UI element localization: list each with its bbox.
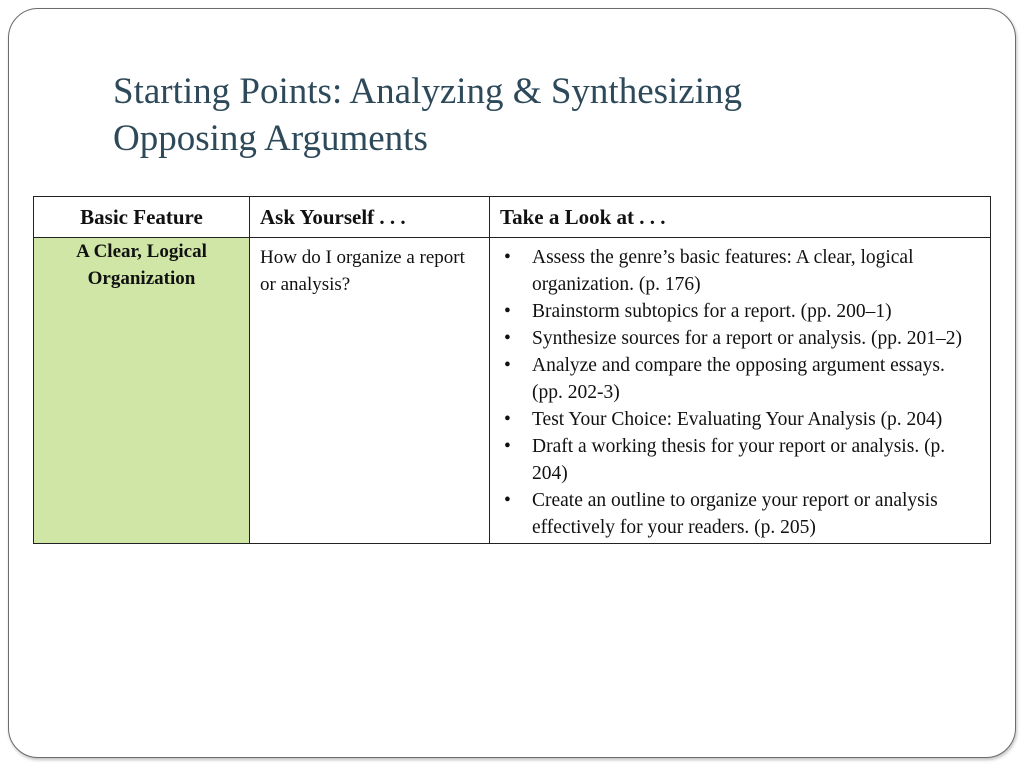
header-basic-feature: Basic Feature bbox=[34, 197, 250, 238]
list-item: • Create an outline to organize your report or analysis effectively for your readers. (p. 205) bbox=[500, 487, 976, 541]
list-item: • Analyze and compare the opposing argument essays. (pp. 202-3) bbox=[500, 352, 976, 406]
list-item: • Draft a working thesis for your report or analysis. (p. 204) bbox=[500, 433, 976, 487]
features-table bbox=[33, 196, 991, 544]
header-take-a-look: Take a Look at . . . bbox=[490, 197, 991, 238]
slide-title-line-1: Starting Points: Analyzing & Synthesizing bbox=[113, 71, 742, 112]
table-header-row bbox=[34, 197, 991, 238]
table-row bbox=[34, 238, 991, 544]
list-item: • Assess the genre’s basic features: A clear, logical organization. (p. 176) bbox=[500, 244, 976, 298]
question-cell: How do I organize a report or analysis? bbox=[250, 238, 490, 544]
header-ask-yourself: Ask Yourself . . . bbox=[250, 197, 490, 238]
list-item: • Synthesize sources for a report or analysis. (pp. 201–2) bbox=[500, 325, 976, 352]
feature-cell: A Clear, Logical Organization bbox=[34, 238, 250, 544]
list-item: • Brainstorm subtopics for a report. (pp. 200–1) bbox=[500, 298, 976, 325]
slide-title-line-2: Opposing Arguments bbox=[113, 118, 428, 159]
look-cell bbox=[490, 238, 991, 544]
slide-title bbox=[113, 68, 933, 162]
look-list bbox=[500, 244, 976, 541]
list-item: • Test Your Choice: Evaluating Your Analysis (p. 204) bbox=[500, 406, 976, 433]
